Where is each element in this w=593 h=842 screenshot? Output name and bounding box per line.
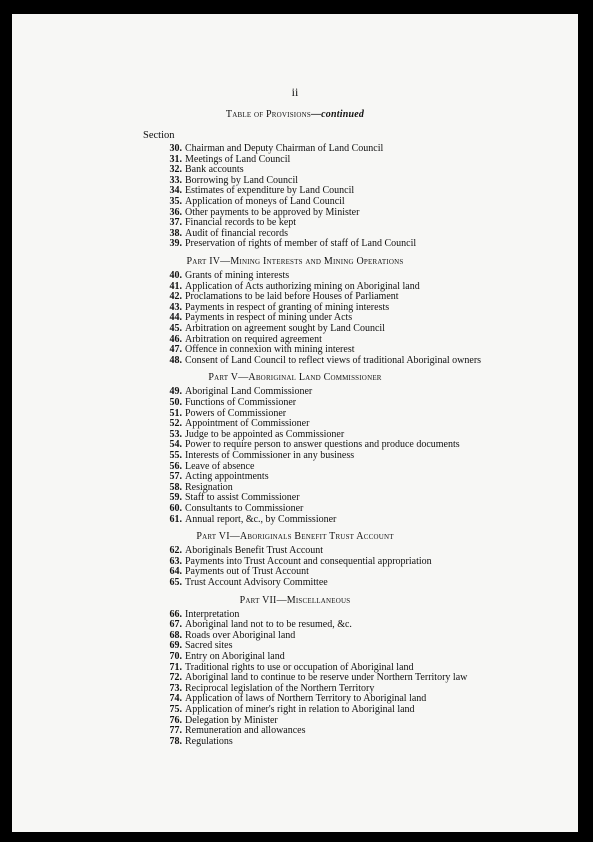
provision-number: 75. <box>169 704 182 715</box>
provision-item <box>158 386 312 397</box>
provision-number: 65. <box>169 577 182 588</box>
provision-title: Offence in connexion with mining interest <box>185 344 355 356</box>
provision-number: 53. <box>169 428 182 440</box>
provision-number: 45. <box>169 323 182 334</box>
provision-item <box>158 577 328 588</box>
provision-title: Grants of mining interests <box>185 270 290 281</box>
provision-item <box>158 397 296 408</box>
provision-item <box>158 651 285 662</box>
provision-title: Arbitration on agreement sought by Land Council <box>185 323 385 334</box>
provision-title: Delegation by Minister <box>185 714 278 726</box>
provision-item <box>158 344 355 355</box>
page-number: ii <box>291 85 299 99</box>
title-main: Table of Provisions <box>225 109 311 120</box>
provision-item <box>158 408 286 419</box>
provision-title: Aboriginal Land Commissioner <box>185 386 313 398</box>
provision-item <box>158 545 323 556</box>
provision-number: 73. <box>169 682 182 694</box>
provision-title: Traditional rights to use or occupation of Aboriginal land <box>185 661 414 673</box>
provision-number: 36. <box>169 206 182 218</box>
provision-title: Remuneration and allowances <box>185 725 306 737</box>
provision-number: 70. <box>169 651 182 662</box>
provision-number: 61. <box>169 513 182 525</box>
provision-number: 37. <box>169 217 182 229</box>
provision-title: Meetings of Land Council <box>185 153 291 165</box>
provision-number: 38. <box>169 227 182 239</box>
provision-item <box>158 270 289 281</box>
part-heading: Part V—Aboriginal Land Commissioner <box>208 372 382 384</box>
provision-item <box>158 609 239 620</box>
provision-title: Proclamations to be laid before Houses of Parliament <box>185 291 399 303</box>
provision-number: 32. <box>169 164 182 176</box>
provision-title: Audit of financial records <box>185 227 289 239</box>
provision-title: Estimates of expenditure by Land Council <box>185 185 355 197</box>
provision-title: Payments in respect of granting of mining interests <box>185 301 390 313</box>
provision-item <box>158 630 295 641</box>
provision-title: Bank accounts <box>185 164 244 176</box>
provision-number: 74. <box>169 693 182 705</box>
provision-number: 72. <box>169 672 182 684</box>
provision-item <box>158 228 288 239</box>
provision-title: Aboriginal land to continue to be reserve under Northern Territory law <box>185 672 468 684</box>
provision-title: Application of moneys of Land Council <box>185 196 345 207</box>
provision-title: Interests of Commissioner in any business <box>185 450 355 461</box>
provision-title: Payments into Trust Account and consequential appropriation <box>185 555 432 567</box>
provision-item <box>158 492 300 503</box>
provision-number: 63. <box>169 555 182 567</box>
provision-item <box>158 302 389 313</box>
provision-title: Power to require person to answer questions and produce documents <box>185 439 460 451</box>
provision-number: 51. <box>169 407 182 419</box>
provision-title: Resignation <box>185 481 233 493</box>
provision-item <box>158 217 296 228</box>
provision-number: 58. <box>169 481 182 493</box>
provision-number: 34. <box>169 185 182 197</box>
provision-number: 52. <box>169 418 182 430</box>
provision-item <box>158 503 303 514</box>
provision-item <box>158 450 354 461</box>
provision-item <box>158 429 344 440</box>
provision-title: Entry on Aboriginal land <box>185 651 285 662</box>
provision-item <box>158 418 309 429</box>
provision-item <box>158 238 416 249</box>
provision-number: 47. <box>169 344 182 356</box>
provision-item <box>158 312 352 323</box>
provision-title: Appointment of Commissioner <box>185 418 310 430</box>
provision-title: Acting appointments <box>185 471 269 483</box>
provision-number: 59. <box>169 492 182 504</box>
provision-item <box>158 291 399 302</box>
provision-item <box>158 164 244 175</box>
provision-title: Borrowing by Land Council <box>185 174 299 186</box>
provision-title: Application of miner's right in relation to Aboriginal land <box>185 704 415 715</box>
provision-title: Aboriginals Benefit Trust Account <box>185 545 324 557</box>
provision-item <box>158 725 306 736</box>
provision-item <box>158 334 322 345</box>
part-heading: Part IV—Mining Interests and Mining Operations <box>186 256 404 267</box>
provision-title: Trust Account Advisory Committee <box>185 577 328 588</box>
provision-number: 43. <box>169 301 182 313</box>
title-continued: —continued <box>310 109 365 120</box>
provision-item <box>158 175 298 186</box>
provision-number: 44. <box>169 312 182 324</box>
provision-number: 46. <box>169 333 182 345</box>
provision-number: 68. <box>169 629 182 641</box>
provision-title: Arbitration on required agreement <box>185 333 322 345</box>
provision-number: 33. <box>169 174 182 186</box>
provision-title: Roads over Aboriginal land <box>185 629 296 641</box>
provision-title: Leave of absence <box>185 460 255 472</box>
provision-title: Annual report, &c., by Commissioner <box>185 513 337 525</box>
provision-title: Chairman and Deputy Chairman of Land Council <box>185 143 384 154</box>
provision-number: 50. <box>169 397 182 408</box>
provision-number: 39. <box>169 238 182 250</box>
provision-title: Consultants to Commissioner <box>185 503 304 514</box>
provision-item <box>158 461 254 472</box>
provision-title: Other payments to be approved by Minister <box>185 206 360 218</box>
provision-number: 57. <box>169 471 182 483</box>
provision-title: Sacred sites <box>185 640 233 652</box>
provision-number: 56. <box>169 460 182 472</box>
provision-item <box>158 662 414 673</box>
provision-number: 49. <box>169 386 182 398</box>
provision-item <box>158 207 359 218</box>
provision-number: 31. <box>169 153 182 165</box>
provision-item <box>158 566 309 577</box>
provision-title: Regulations <box>185 735 233 747</box>
part-heading: Part VII—Miscellaneous <box>239 594 351 606</box>
provision-item <box>158 683 374 694</box>
provision-item <box>158 736 233 747</box>
provision-title: Application of Acts authorizing mining on Aboriginal land <box>185 280 420 292</box>
part-heading: Part VI—Aboriginals Benefit Trust Account <box>196 531 394 543</box>
provision-item <box>158 154 290 165</box>
provision-item <box>158 640 233 651</box>
provision-number: 60. <box>169 503 182 514</box>
provision-number: 77. <box>169 725 182 737</box>
document-page <box>12 14 578 832</box>
provision-item <box>158 143 383 154</box>
provision-title: Functions of Commissioner <box>185 397 297 408</box>
provision-item <box>158 471 269 482</box>
provision-item <box>158 693 426 704</box>
provision-title: Application of laws of Northern Territory to Aboriginal land <box>185 693 427 705</box>
provision-title: Payments out of Trust Account <box>185 566 309 578</box>
provision-item <box>158 323 385 334</box>
provision-item <box>158 715 278 726</box>
provision-title: Powers of Commissioner <box>185 407 287 419</box>
provision-number: 40. <box>169 270 182 281</box>
provision-title: Judge to be appointed as Commissioner <box>185 428 345 440</box>
provision-number: 62. <box>169 545 182 557</box>
provision-title: Reciprocal legislation of the Northern Territory <box>185 682 375 694</box>
provision-number: 42. <box>169 291 182 303</box>
provision-item <box>158 482 233 493</box>
section-label: Section <box>143 130 175 141</box>
provision-item <box>158 281 420 292</box>
provision-item <box>158 185 354 196</box>
provision-item <box>158 355 481 366</box>
provision-item <box>158 196 345 207</box>
provision-number: 55. <box>169 450 182 461</box>
provision-title: Payments in respect of mining under Acts <box>185 312 353 324</box>
provision-number: 30. <box>169 143 182 154</box>
provision-item <box>158 556 432 567</box>
provision-number: 35. <box>169 196 182 207</box>
page-title <box>12 109 578 120</box>
provision-number: 54. <box>169 439 182 451</box>
provision-number: 69. <box>169 640 182 652</box>
provision-title: Interpretation <box>185 608 240 620</box>
provision-number: 41. <box>169 280 182 292</box>
provision-title: Preservation of rights of member of staff of Land Council <box>185 238 417 250</box>
provision-title: Aboriginal land not to to be resumed, &c. <box>185 619 352 631</box>
provision-item <box>158 619 352 630</box>
provision-number: 71. <box>169 661 182 673</box>
provision-item <box>158 439 460 450</box>
provision-item <box>158 514 336 525</box>
provision-title: Consent of Land Council to reflect views of traditional Aboriginal owners <box>185 354 482 366</box>
provision-number: 66. <box>169 608 182 620</box>
provision-number: 76. <box>169 714 182 726</box>
provision-number: 48. <box>169 354 182 366</box>
provision-title: Financial records to be kept <box>185 217 297 229</box>
provision-number: 64. <box>169 566 182 578</box>
provision-title: Staff to assist Commissioner <box>185 492 300 504</box>
provision-number: 67. <box>169 619 182 631</box>
provision-item <box>158 672 467 683</box>
provision-item <box>158 704 415 715</box>
provision-number: 78. <box>169 735 182 747</box>
